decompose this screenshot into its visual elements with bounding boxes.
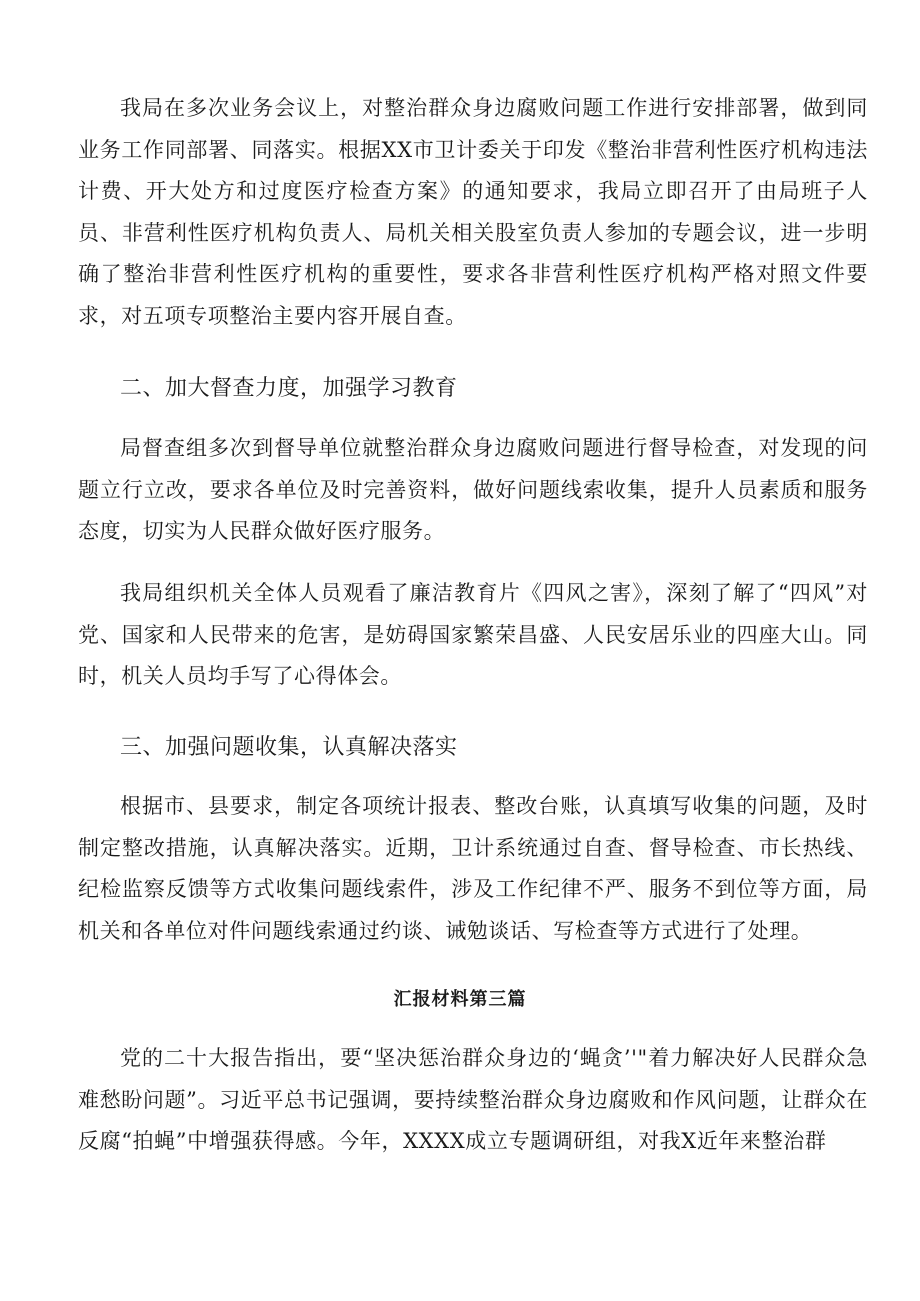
paragraph-self-inspection: 我局在多次业务会议上，对整治群众身边腐败问题工作进行安排部署，做到同业务工作同部署、同落实。根据XX市卫计委关于印发《整治非营利性医疗机构违法计费、开大处方和过度医疗检查方案》的通知要求，我局立即召开了由局班子人员、非营利性医疗机构负责人、局机关相关股室负责人参加的专题会议，进一步明确了整治非营利性医疗机构的重要性，要求各非营利性医疗机构严格对照文件要求，对五项专项整治主要内容开展自查。 bbox=[78, 96, 868, 328]
paragraph-supervision-inspection: 局督查组多次到督导单位就整治群众身边腐败问题进行督导检查，对发现的问题立行立改，要求各单位及时完善资料，做好问题线索收集，提升人员素质和服务态度，切实为人民群众做好医疗服务。 bbox=[78, 436, 868, 543]
paragraph-report-intro: 党的二十大报告指出，要“坚决惩治群众身边的‘蝇贪’'"着力解决好人民群众急难愁盼问题”。习近平总书记强调，要持续整治群众身边腐败和作风问题，让群众在反腐“拍蝇”中增强获得感。今年，XXXX成立专题调研组，对我X近年来整治群 bbox=[78, 1046, 868, 1153]
paragraph-integrity-education: 我局组织机关全体人员观看了廉洁教育片《四风之害》，深刻了解了“四风”对党、国家和人民带来的危害，是妨碍国家繁荣昌盛、人民安居乐业的四座大山。同时，机关人员均手写了心得体会。 bbox=[78, 581, 868, 688]
heading-problem-collection: 三、加强问题收集，认真解决落实 bbox=[120, 735, 458, 760]
section-title: 汇报材料第三篇 bbox=[393, 989, 527, 1010]
heading-supervision-education: 二、加大督查力度，加强学习教育 bbox=[120, 376, 458, 401]
paragraph-problem-handling: 根据市、县要求，制定各项统计报表、整改台账，认真填写收集的问题，及时制定整改措施，认真解决落实。近期，卫计系统通过自查、督导检查、市长热线、纪检监察反馈等方式收集问题线索件，涉及工作纪律不严、服务不到位等方面，局机关和各单位对件问题线索通过约谈、诫勉谈话、写检查等方式进行了处理。 bbox=[78, 794, 868, 943]
